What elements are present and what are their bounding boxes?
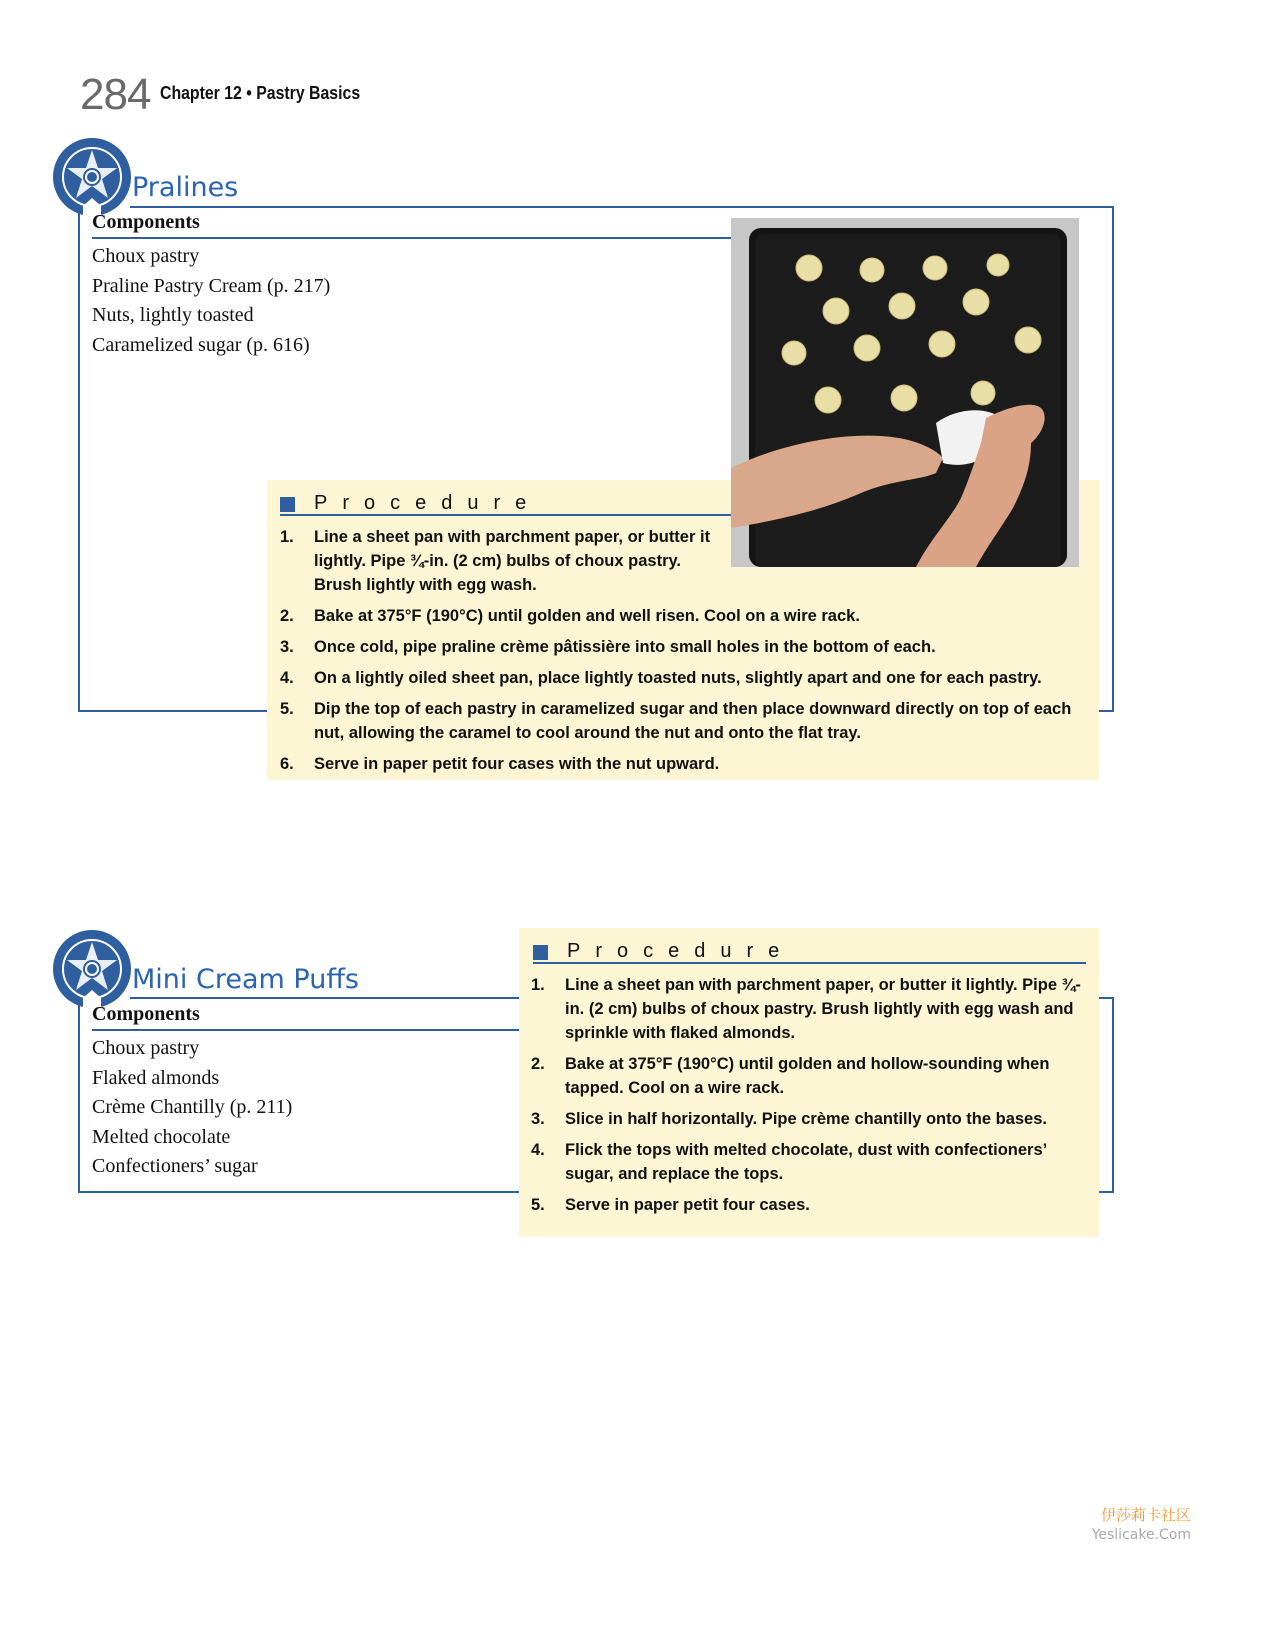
procedure-step [531,1138,1086,1186]
components-rule [92,237,732,239]
step-text: On a lightly oiled sheet pan, place lightly toasted nuts, slightly apart and one for each pastry. [314,669,1042,687]
step-number: 4. [531,1141,545,1159]
step-text: Once cold, pipe praline crème pâtissière into small holes in the bottom of each. [314,638,936,656]
procedure-step [280,666,1086,690]
procedure-step [531,1193,1086,1217]
procedure-step [280,635,1086,659]
step-number: 3. [531,1110,545,1128]
step-text: Line a sheet pan with parchment paper, or butter it lightly. Pipe ¾-in. (2 cm) bulbs of choux pastry. Brush lightly with egg wash. [314,528,711,594]
component-item: Flaked almonds [92,1066,220,1089]
running-head: Chapter 12 • Pastry Basics [160,83,361,103]
step-text: Bake at 375°F (190°C) until golden and well risen. Cool on a wire rack. [314,607,860,625]
component-item: Crème Chantilly (p. 211) [92,1096,293,1118]
component-item: Caramelized sugar (p. 616) [92,333,310,356]
le-cordon-bleu-crest-icon [53,930,131,1008]
step-number: 3. [280,638,294,656]
step-text: Slice in half horizontally. Pipe crème chantilly onto the bases. [565,1110,1047,1128]
step-text: Serve in paper petit four cases with the nut upward. [314,755,720,773]
step-text: Serve in paper petit four cases. [565,1196,810,1214]
components-list [92,242,330,360]
procedure-step [280,604,1086,628]
procedure-step [280,697,1086,745]
component-item: Melted chocolate [92,1125,231,1148]
step-text: Bake at 375°F (190°C) until golden and hollow-sounding when tapped. Cool on a wire rack. [565,1055,1050,1097]
step-number: 4. [280,669,294,687]
procedure-heading: Procedure [567,940,795,962]
component-item: Nuts, lightly toasted [92,304,254,326]
component-item: Praline Pastry Cream (p. 217) [92,274,331,297]
procedure-step [280,752,1086,776]
step-number: 5. [280,700,294,718]
step-number: 2. [280,607,294,625]
step-number: 1. [280,528,294,546]
components-rule [92,1029,520,1031]
component-item: Choux pastry [92,245,200,267]
step-number: 2. [531,1055,545,1073]
components-heading: Components [92,211,200,233]
components-list [92,1034,292,1182]
page-number: 284 [80,70,151,119]
procedure-rule [533,962,1086,964]
procedure-step [531,1107,1086,1131]
le-cordon-bleu-crest-icon [53,138,131,216]
procedure-step [531,973,1086,1045]
step-number: 6. [280,755,294,773]
step-text: Dip the top of each pastry in caramelized sugar and then place downward directly on top of each nut, allowing the caramel to cool around the nut and onto the flat tray. [314,700,1072,742]
recipe-title: Pralines [132,172,239,203]
recipe-title: Mini Cream Puffs [132,964,359,995]
procedure-steps [280,525,1086,783]
component-item: Choux pastry [92,1037,200,1059]
procedure-heading: Procedure [314,492,542,514]
step-number: 5. [531,1196,545,1214]
watermark-english: Yeslicake.Com [1091,1527,1191,1543]
procedure-step [280,525,729,597]
choux-piping-photo [731,218,1079,567]
procedure-step [531,1052,1086,1100]
watermark-chinese: 伊莎莉卡社区 [1100,1506,1191,1524]
procedure-marker [533,945,548,960]
step-text: Line a sheet pan with parchment paper, or butter it lightly. Pipe ¾-in. (2 cm) bulbs of choux pastry. Brush lightly with egg wash and sprinkle with flaked almonds. [565,976,1081,1042]
step-number: 1. [531,976,545,994]
step-text: Flick the tops with melted chocolate, dust with confectioners’ sugar, and replace the tops. [565,1141,1047,1183]
procedure-rule [280,514,732,516]
component-item: Confectioners’ sugar [92,1155,258,1177]
procedure-marker [280,497,295,512]
procedure-steps [531,973,1086,1224]
components-heading: Components [92,1003,200,1025]
